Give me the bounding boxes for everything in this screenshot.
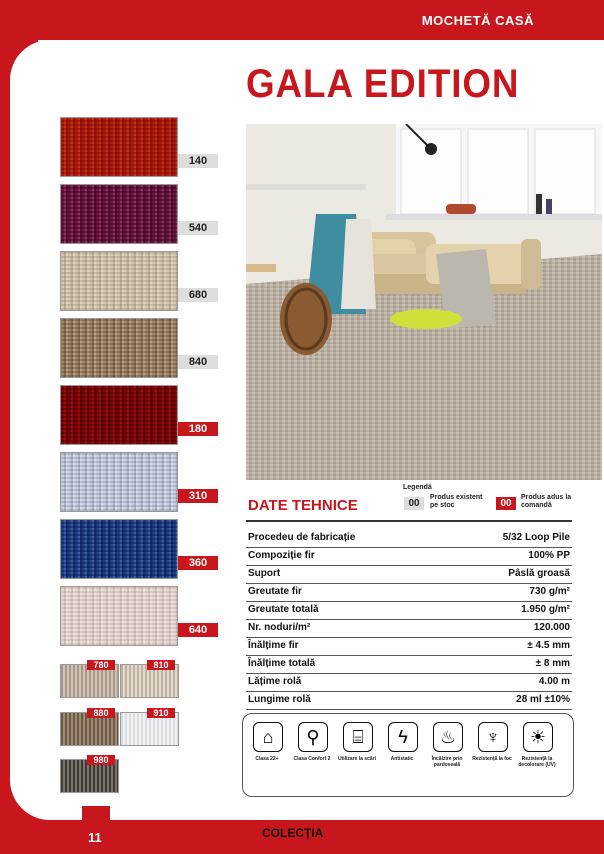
stairs-icon: ⌸ (343, 722, 373, 752)
mini-swatch-code: 810 (147, 660, 175, 670)
tech-row (248, 602, 570, 619)
swatch-140 (60, 117, 178, 177)
tech-row (248, 656, 570, 673)
footer (262, 826, 384, 840)
sun-uv-icon: ☀ (523, 722, 553, 752)
tech-value: 4.00 m (538, 676, 570, 687)
tech-title: DATE TEHNICE (248, 497, 358, 514)
tech-value: Pâslă groasă (508, 568, 570, 579)
chair-castor-icon: ⚲ (298, 722, 328, 752)
tech-value: 5/32 Loop Pile (502, 532, 570, 543)
product-title: GALA EDITION (246, 62, 520, 106)
tech-key: Greutate fir (248, 586, 302, 597)
legend-order-code: 00 (496, 497, 516, 510)
floor-heating-icon: ♨ (433, 722, 463, 752)
swatch-180 (60, 385, 178, 445)
legend-stock-code: 00 (404, 497, 424, 510)
tech-key: Suport (248, 568, 281, 579)
tech-title-rule (246, 520, 572, 522)
feature-label: Clasa Confort 2 (293, 756, 331, 762)
mini-swatch-code: 980 (87, 755, 115, 765)
feature-label: Clasa 22+ (255, 756, 279, 762)
page-number-tab (82, 806, 110, 854)
swatch-code: 310 (178, 489, 218, 503)
tech-row (248, 566, 570, 583)
footer-text: COLECȚIA (262, 826, 323, 840)
feature-label: Rezistență la foc (472, 756, 512, 762)
tech-value: 1.950 g/m² (521, 604, 570, 615)
swatch-540 (60, 184, 178, 244)
tech-key: Înălțime totală (248, 658, 316, 669)
mini-swatch-code: 880 (87, 708, 115, 718)
section-title: MOCHETĂ CASĂ (421, 13, 534, 28)
tech-row (248, 548, 570, 565)
tech-key: Nr. noduri/m² (248, 622, 311, 633)
legend-label: Legendă (403, 484, 432, 491)
swatch-code: 640 (178, 623, 218, 637)
swatch-640 (60, 586, 178, 646)
antistatic-icon: ϟ (388, 722, 418, 752)
swatch-code: 840 (178, 355, 218, 369)
swatch-code: 360 (178, 556, 218, 570)
swatch-840 (60, 318, 178, 378)
swatch-code: 680 (178, 288, 218, 302)
tech-row (248, 620, 570, 637)
tech-key: Înălțime fir (248, 640, 299, 651)
feature-label: Utilizare la scări (337, 756, 377, 762)
legend-stock-text: Produs existent pe stoc (430, 494, 483, 509)
house-family-icon: ⌂ (253, 722, 283, 752)
swatch-680 (60, 251, 178, 311)
tech-key: Greutate totală (248, 604, 319, 615)
mini-swatch-code: 910 (147, 708, 175, 718)
tech-key: Lungime rolă (248, 694, 311, 705)
mini-swatch-code: 780 (87, 660, 115, 670)
feature-label: Rezistență la decolorare (UV) (518, 756, 556, 768)
tech-value: ± 8 mm (535, 658, 570, 669)
fire-resistance-icon: ♆ (478, 722, 508, 752)
page-number: 11 (88, 830, 102, 845)
tech-key: Lățime rolă (248, 676, 302, 687)
tech-key: Procedeu de fabricație (248, 532, 356, 543)
tech-row (248, 584, 570, 601)
tech-row (248, 530, 570, 547)
swatch-360 (60, 519, 178, 579)
tech-value: 120.000 (533, 622, 570, 633)
tech-row (248, 692, 570, 709)
tech-row-line (246, 709, 572, 710)
legend-order-text: Produs adus la comandă (521, 494, 572, 509)
feature-label: Antistatic (390, 756, 414, 762)
tech-value: 100% PP (528, 550, 570, 561)
swatch-310 (60, 452, 178, 512)
tech-row (248, 674, 570, 691)
tech-value: 28 ml ±10% (516, 694, 570, 705)
room-photo (246, 124, 602, 480)
tech-key: Compoziție fir (248, 550, 315, 561)
tech-value: ± 4.5 mm (527, 640, 570, 651)
swatch-code: 180 (178, 422, 218, 436)
tech-row (248, 638, 570, 655)
feature-label: Încălzire prin pardoseală (431, 756, 463, 768)
tech-value: 730 g/m² (529, 586, 570, 597)
footer-years: 2016-2017 (326, 826, 384, 840)
swatch-code: 140 (178, 154, 218, 168)
swatch-code: 540 (178, 221, 218, 235)
